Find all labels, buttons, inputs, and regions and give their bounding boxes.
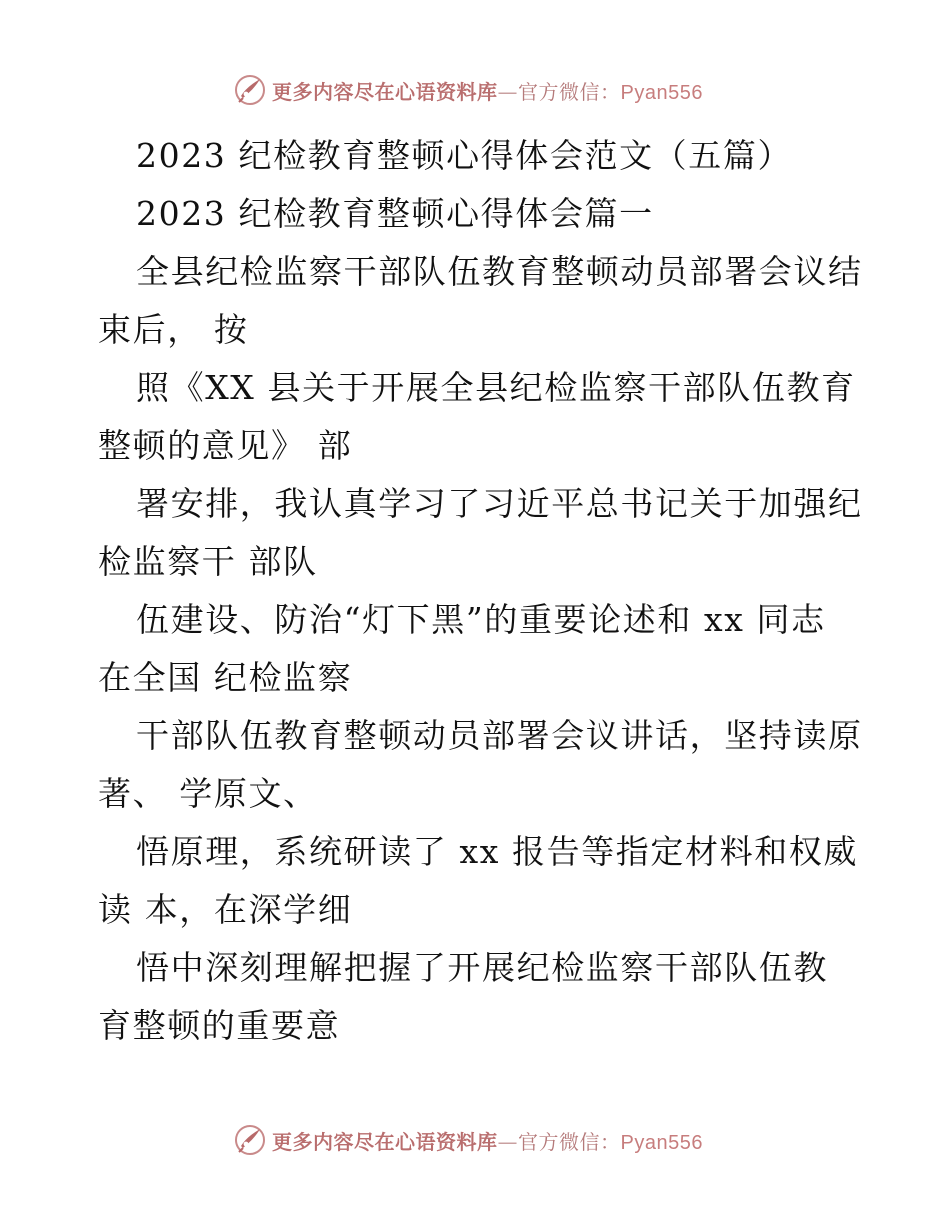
quill-logo-icon	[232, 72, 268, 108]
document-title: 2023 纪检教育整顿心得体会范文（五篇）	[136, 136, 793, 175]
body-line: 照《XX 县关于开展全县纪检监察干部队伍教育	[136, 368, 856, 407]
watermark-dash: —	[497, 79, 518, 104]
section-heading: 2023 纪检教育整顿心得体会篇一	[136, 194, 654, 233]
body-line: 署安排，我认真学习了习近平总书记关于加强纪	[136, 484, 863, 523]
watermark-main: 更多内容尽在心语资料库	[272, 79, 498, 104]
watermark-main: 更多内容尽在心语资料库	[272, 1129, 498, 1154]
body-line: 全县纪检监察干部队伍教育整顿动员部署会议结	[136, 252, 863, 291]
body-line: 育整顿的重要意	[98, 1006, 341, 1045]
body-line: 伍建设、防治“灯下黑”的重要论述和 xx 同志	[136, 600, 826, 639]
watermark-dash: —	[497, 1129, 518, 1154]
watermark-text	[272, 76, 703, 105]
watermark-account: Pyan556	[620, 81, 703, 104]
body-line: 悟原理，系统研读了 xx 报告等指定材料和权威	[136, 832, 859, 871]
watermark-text	[272, 1126, 703, 1155]
body-line: 干部队伍教育整顿动员部署会议讲话，坚持读原	[136, 716, 863, 755]
watermark-account: Pyan556	[620, 1131, 703, 1154]
watermark-label: 官方微信：	[518, 79, 621, 104]
quill-logo-icon	[232, 1122, 268, 1158]
watermark-label: 官方微信：	[518, 1129, 621, 1154]
body-line: 在全国 纪检监察	[98, 658, 353, 697]
header-watermark	[232, 70, 703, 110]
body-line: 整顿的意见》 部	[98, 426, 353, 465]
document-body	[98, 127, 863, 1055]
body-line: 读 本，在深学细	[98, 890, 353, 929]
body-line: 著、 学原文、	[98, 774, 318, 813]
body-line: 束后， 按	[98, 310, 249, 349]
body-line: 悟中深刻理解把握了开展纪检监察干部队伍教	[136, 948, 828, 987]
footer-watermark	[232, 1120, 703, 1160]
body-line: 检监察干 部队	[98, 542, 318, 581]
